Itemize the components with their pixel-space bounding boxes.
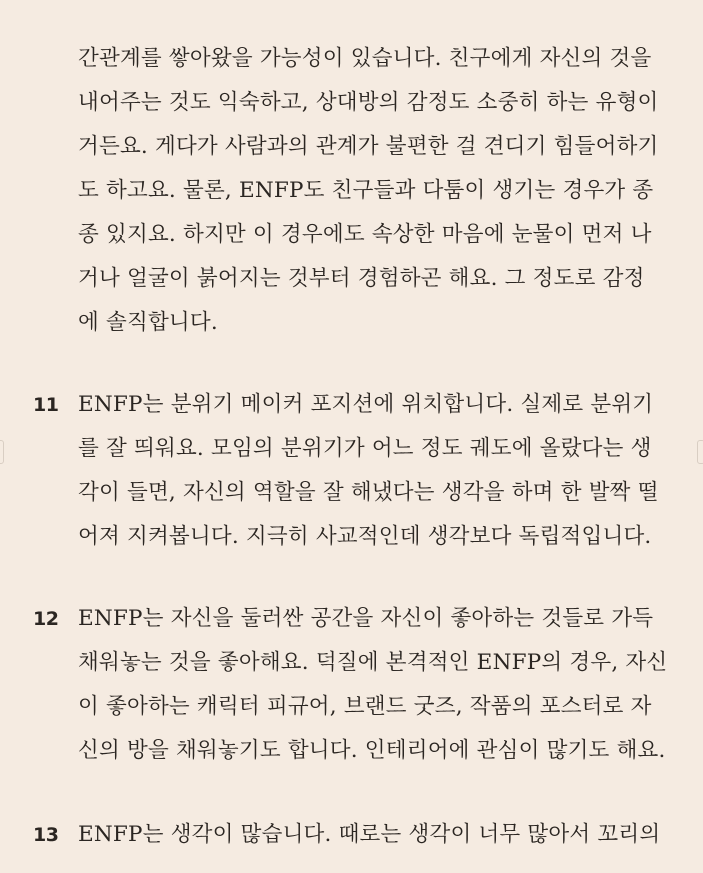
paragraph-line: 채워놓는 것을 좋아해요. 덕질에 본격적인 ENFP의 경우, 자신 (78, 650, 668, 675)
paragraph-line: 어져 지켜봅니다. 지극히 사교적인데 생각보다 독립적입니다. (78, 524, 652, 549)
paragraph-line: 거나 얼굴이 붉어지는 것부터 경험하곤 해요. 그 정도로 감정 (78, 266, 645, 291)
paragraph-line: 내어주는 것도 익숙하고, 상대방의 감정도 소중히 하는 유형이 (78, 90, 659, 115)
paragraph-line: 간관계를 쌓아왔을 가능성이 있습니다. 친구에게 자신의 것을 (78, 46, 652, 71)
paragraph-line: 거든요. 게다가 사람과의 관계가 불편한 걸 견디기 힘들어하기 (78, 134, 659, 159)
paragraph-line: 도 하고요. 물론, ENFP도 친구들과 다툼이 생기는 경우가 종 (78, 178, 654, 203)
item-number: 12 (33, 608, 59, 630)
paragraph-line: 종 있지요. 하지만 이 경우에도 속상한 마음에 눈물이 먼저 나 (78, 222, 652, 247)
paragraph-line: ENFP는 자신을 둘러싼 공간을 자신이 좋아하는 것들로 가득 (78, 606, 654, 631)
paragraph-line: 를 잘 띄워요. 모임의 분위기가 어느 정도 궤도에 올랐다는 생 (78, 436, 652, 461)
paragraph-line: ENFP는 분위기 메이커 포지션에 위치합니다. 실제로 분위기 (78, 392, 654, 417)
right-edge-handle (697, 440, 703, 464)
paragraph-line: 에 솔직합니다. (78, 310, 218, 335)
item-number: 11 (33, 394, 59, 416)
paragraph-line: 각이 들면, 자신의 역할을 잘 해냈다는 생각을 하며 한 발짝 떨 (78, 480, 659, 505)
paragraph-line: ENFP는 생각이 많습니다. 때로는 생각이 너무 많아서 꼬리의 (78, 822, 661, 847)
left-edge-handle (0, 440, 4, 464)
paragraph-line: 이 좋아하는 캐릭터 피규어, 브랜드 굿즈, 작품의 포스터로 자 (78, 694, 652, 719)
item-number: 13 (33, 824, 59, 846)
paragraph-line: 신의 방을 채워놓기도 합니다. 인테리어에 관심이 많기도 해요. (78, 738, 666, 763)
